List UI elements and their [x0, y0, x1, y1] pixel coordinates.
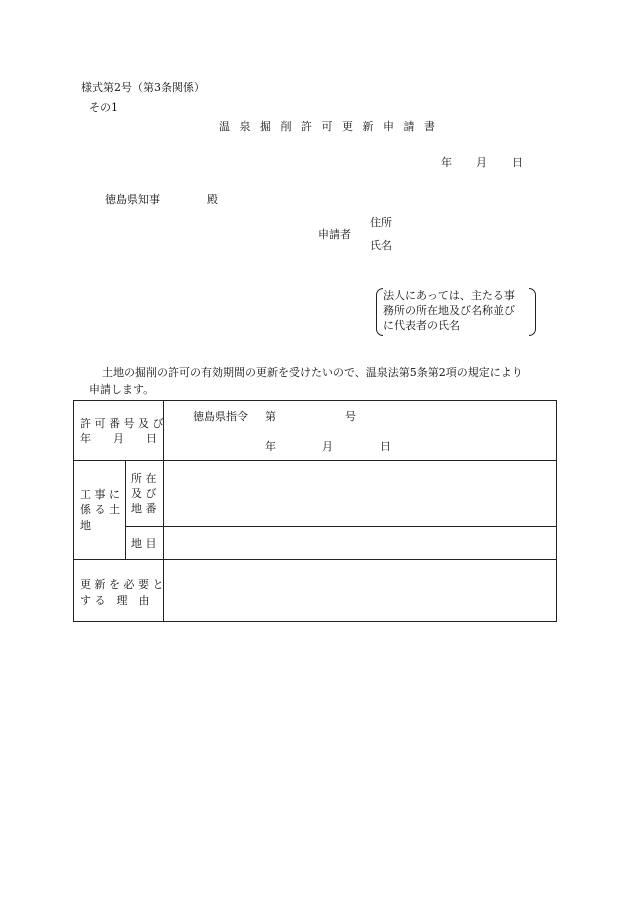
- body-text-line2: 申請します。: [89, 383, 155, 396]
- permit-day-label: 日: [380, 440, 391, 453]
- page-title: 温 泉 掘 削 許 可 更 新 申 請 書: [219, 120, 438, 133]
- permit-month-label: 月: [322, 440, 333, 453]
- form-number: 様式第2号（第3条関係）: [81, 81, 205, 94]
- permit-number-label-line1: 許 可 番 号 及 び: [80, 417, 164, 430]
- corporate-note-line2: 務所の所在地及び名称並び: [383, 304, 515, 317]
- construction-land-label-line2: 係 る 土: [80, 503, 120, 516]
- construction-land-label-line3: 地: [80, 519, 91, 532]
- corporate-note: [383, 288, 515, 333]
- addressee-name: 徳島県知事: [105, 193, 160, 206]
- construction-land-label-line1: 工 事 に: [80, 488, 120, 501]
- location-label-line2: 及 び: [131, 487, 157, 500]
- form-sub-number: その1: [89, 101, 118, 114]
- permit-number-label-line2: 年 月 日: [80, 432, 157, 445]
- table-rule: [125, 526, 557, 527]
- location-label-line3: 地 番: [131, 502, 157, 515]
- corporate-note-line1: 法人にあっては、主たる事: [383, 289, 515, 302]
- location-label-line1: 所 在: [131, 472, 157, 485]
- permit-go-label: 号: [345, 410, 356, 423]
- addressee-honorific: 殿: [207, 193, 218, 206]
- table-rule: [125, 460, 126, 559]
- land-category-label: 地 目: [131, 537, 157, 550]
- body-text-line1: 土地の掘削の許可の有効期間の更新を受けたいので、温泉法第5条第2項の規定により: [102, 366, 523, 379]
- table-rule: [73, 559, 557, 560]
- applicant-address-label: 住所: [370, 216, 392, 229]
- applicant-label: 申請者: [318, 228, 351, 241]
- date-month-label: 月: [476, 156, 487, 169]
- renewal-reason-label-line2: す る 理 由: [80, 594, 150, 607]
- date-day-label: 日: [512, 156, 523, 169]
- permit-year-label: 年: [265, 440, 276, 453]
- renewal-reason-label-line1: 更 新 を 必 要 と: [80, 578, 164, 591]
- date-year-label: 年: [441, 156, 452, 169]
- table-rule: [73, 460, 557, 461]
- corporate-note-line3: に代表者の氏名: [383, 319, 460, 332]
- permit-directive-prefix: 徳島県指令: [193, 410, 248, 423]
- applicant-name-label: 氏名: [370, 239, 392, 252]
- permit-dai-label: 第: [265, 410, 276, 423]
